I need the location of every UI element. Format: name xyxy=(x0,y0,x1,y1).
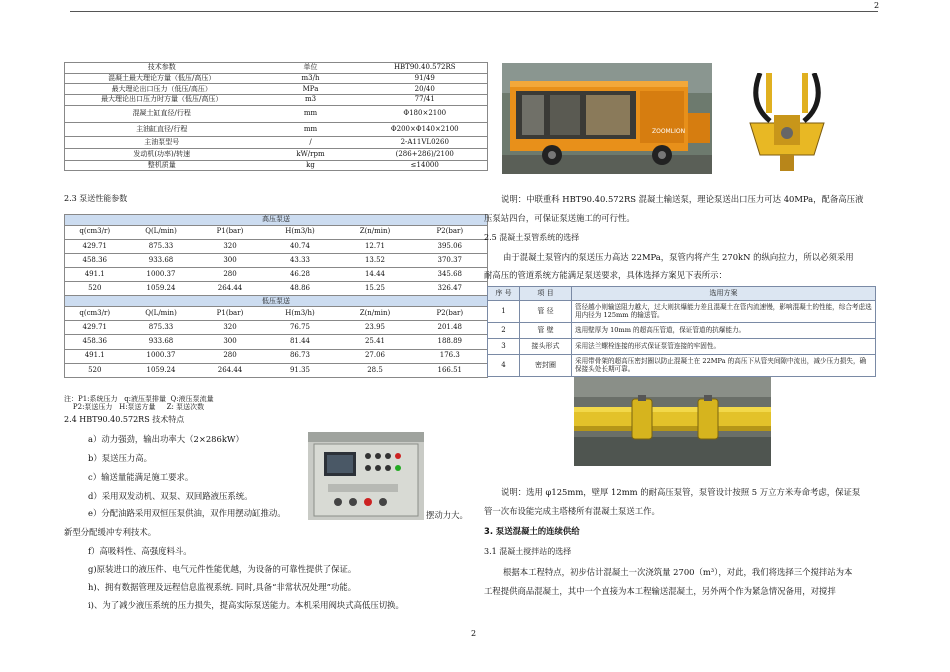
table-cell: 发动机(功率)/转速 xyxy=(65,148,259,160)
table-cell: 最大理论出口压力时方量（低压/高压） xyxy=(65,95,259,106)
table-cell: 最大理论出口压力（低压/高压） xyxy=(65,84,259,95)
pipe-photo xyxy=(574,377,771,466)
table-cell: 345.68 xyxy=(413,268,488,282)
table-cell: 25.41 xyxy=(338,335,413,349)
table-cell: Q(L/min) xyxy=(125,306,198,320)
section-heading-3: 3. 泵送混凝土的连续供给 xyxy=(484,526,580,536)
table-cell: 管径越小则输送阻力越大，过大则抗爆能力差且混凝土在管内流速慢，影响混凝土的性能，综合考虑选用内径为 125mm 的输送管。 xyxy=(572,301,876,323)
table-cell: Φ180×2100 xyxy=(363,105,488,122)
table-cell: P1(bar) xyxy=(198,306,263,320)
table-cell: 选用方案 xyxy=(572,287,876,301)
note-line: 注：P1:系统压力 q:液压泵排量 Q:液压泵流量 xyxy=(64,395,214,403)
table-cell: 429.71 xyxy=(65,239,125,253)
table-row xyxy=(488,339,876,355)
table-cell: 81.44 xyxy=(263,335,338,349)
table-cell: mm xyxy=(259,105,363,122)
table-row xyxy=(65,95,488,106)
table-cell: 458.36 xyxy=(65,335,125,349)
hydraulic-cylinder-photo xyxy=(740,73,834,171)
table-cell: 300 xyxy=(198,335,263,349)
paragraph-3-1: 根据本工程特点，初步估计混凝土一次浇筑量 2700（m³），对此，我们将选择三个搅拌站为本 xyxy=(503,567,853,577)
table-cell: 28.5 xyxy=(338,363,413,377)
table-row xyxy=(65,335,488,349)
high-pressure-title-row xyxy=(65,215,488,226)
section-heading-2-3: 2.3 泵送性能参数 xyxy=(64,194,128,203)
table-cell: 933.68 xyxy=(125,335,198,349)
feature-e-continued: 新型分配缓冲专利技术。 xyxy=(64,527,157,537)
table-cell: Q(L/min) xyxy=(125,225,198,239)
section-heading-2-5: 2.5 混凝土泵管系统的选择 xyxy=(484,233,580,242)
table-cell: 280 xyxy=(198,268,263,282)
table-cell: 接头形式 xyxy=(520,339,572,355)
section-heading-2-4: 2.4 HBT90.40.572RS 技术特点 xyxy=(64,415,185,424)
table-cell: 395.06 xyxy=(413,239,488,253)
table-cell: 264.44 xyxy=(198,282,263,296)
table-cell: H(m3/h) xyxy=(263,306,338,320)
table-cell: 管 径 xyxy=(520,301,572,323)
table-cell: 2 xyxy=(488,323,520,339)
table-cell: 主油泵型号 xyxy=(65,136,259,148)
table-row xyxy=(65,282,488,296)
concrete-pump-image xyxy=(502,63,712,174)
table-row xyxy=(65,84,488,95)
table-row xyxy=(65,148,488,160)
table-cell: 264.44 xyxy=(198,363,263,377)
feature-a: a）动力强劲，输出功率大（2×286kW） xyxy=(88,434,244,444)
table-cell: 875.33 xyxy=(125,321,198,335)
table-row xyxy=(65,122,488,136)
table-cell: 77/41 xyxy=(363,95,488,106)
table-cell: 2-A11VL0260 xyxy=(363,136,488,148)
table-notes xyxy=(64,395,214,411)
header-rule xyxy=(70,11,878,12)
table-cell: 1059.24 xyxy=(125,282,198,296)
pipe-image xyxy=(574,377,771,466)
low-pressure-title: 低压泵送 xyxy=(65,296,488,307)
table-row xyxy=(65,321,488,335)
table-cell: m3 xyxy=(259,95,363,106)
table-cell: m3/h xyxy=(259,73,363,84)
table-cell: 混凝土最大理论方量（低压/高压） xyxy=(65,73,259,84)
paragraph-3-1-cont: 工程提供商品混凝土，其中一个直接为本工程输送混凝土，另外两个作为紧急情况备用，对搅拌 xyxy=(484,586,836,596)
table-cell: 选用壁厚为 10mm 的超高压管道，保证管道的抗爆能力。 xyxy=(572,323,876,339)
table-cell: q(cm3/r) xyxy=(65,306,125,320)
table-cell: 混凝土缸直径/行程 xyxy=(65,105,259,122)
table-cell: kg xyxy=(259,160,363,171)
table-row xyxy=(65,160,488,171)
table-cell: 320 xyxy=(198,239,263,253)
table-cell: 3 xyxy=(488,339,520,355)
table-cell: 单位 xyxy=(259,63,363,74)
table-row xyxy=(65,349,488,363)
table-cell: 520 xyxy=(65,363,125,377)
table-header-row xyxy=(65,225,488,239)
table-row xyxy=(488,355,876,377)
table-cell: P2(bar) xyxy=(413,225,488,239)
paragraph-2-5: 由于混凝土泵管内的泵送压力高达 22MPa，泵管内将产生 270kN 的纵向拉力，所以必须采用 xyxy=(503,252,854,262)
table-cell: ≤14000 xyxy=(363,160,488,171)
table-header-row xyxy=(65,306,488,320)
table-cell: 4 xyxy=(488,355,520,377)
technical-params-table xyxy=(64,62,488,171)
table-cell: 40.74 xyxy=(263,239,338,253)
feature-e: e）分配油路采用双恒压泵供油，双作用摆动缸推动。 xyxy=(88,508,286,518)
table-cell: 密封圈 xyxy=(520,355,572,377)
table-cell: Z(n/min) xyxy=(338,225,413,239)
table-cell: 15.25 xyxy=(338,282,413,296)
feature-f: f）高吸料性、高强度料斗。 xyxy=(88,546,192,556)
hydraulic-cylinder-image xyxy=(740,73,834,171)
high-pressure-title: 高压泵送 xyxy=(65,215,488,226)
table-cell: 13.52 xyxy=(338,253,413,267)
header-page-number: 2 xyxy=(874,1,880,10)
table-cell: P2(bar) xyxy=(413,306,488,320)
table-cell: 280 xyxy=(198,349,263,363)
table-cell: 300 xyxy=(198,253,263,267)
table-cell: mm xyxy=(259,122,363,136)
feature-h: h)、拥有数据管理及远程信息监视系统. 同时,具备“非常状况处理”功能。 xyxy=(88,582,357,592)
table-cell: 序 号 xyxy=(488,287,520,301)
caption-pump: 说明：中联重科 HBT90.40.572RS 混凝土输送泵，理论泵送出口压力可达 40MPa，配备高压液 xyxy=(501,194,864,204)
table-cell: 326.47 xyxy=(413,282,488,296)
table-cell: 整机质量 xyxy=(65,160,259,171)
table-row xyxy=(488,323,876,339)
table-cell: 429.71 xyxy=(65,321,125,335)
machine-brand-label: ZOOMLION xyxy=(652,128,686,135)
table-cell: 1059.24 xyxy=(125,363,198,377)
table-row xyxy=(488,301,876,323)
feature-g: g)原装进口的液压件、电气元件性能优越，为设备的可靠性提供了保证。 xyxy=(88,564,357,574)
table-row xyxy=(65,268,488,282)
table-cell: 458.36 xyxy=(65,253,125,267)
table-row xyxy=(65,253,488,267)
table-cell: 320 xyxy=(198,321,263,335)
table-row xyxy=(65,136,488,148)
table-cell: P1(bar) xyxy=(198,225,263,239)
footer-page-number: 2 xyxy=(471,629,477,638)
table-row xyxy=(65,363,488,377)
table-cell: 采用带骨架的超高压密封圈以防止混凝土在 22MPa 的高压下从管夹间隙中流出，减少压力损失，确保接头处长期可靠。 xyxy=(572,355,876,377)
feature-c: c）输送量能满足施工要求。 xyxy=(88,472,194,482)
table-cell: 采用法兰螺栓连接的形式保证泵管连接的牢固性。 xyxy=(572,339,876,355)
pump-performance-table xyxy=(64,214,488,378)
table-cell: MPa xyxy=(259,84,363,95)
table-cell: 875.33 xyxy=(125,239,198,253)
table-cell: 370.37 xyxy=(413,253,488,267)
table-cell: 43.33 xyxy=(263,253,338,267)
table-cell: Z(n/min) xyxy=(338,306,413,320)
table-cell: (286+286)/2100 xyxy=(363,148,488,160)
table-cell: 27.06 xyxy=(338,349,413,363)
table-cell: 91/49 xyxy=(363,73,488,84)
feature-d: d）采用双发动机、双泵、双回路液压系统。 xyxy=(88,491,253,501)
feature-b: b）泵送压力高。 xyxy=(88,453,152,463)
section-heading-3-1: 3.1 混凝土搅拌站的选择 xyxy=(484,547,572,556)
table-cell: 项 目 xyxy=(520,287,572,301)
table-cell: 1000.37 xyxy=(125,349,198,363)
paragraph-2-5-cont: 耐高压的管道系统方能满足泵送要求，具体选择方案见下表所示： xyxy=(484,270,727,280)
table-cell: 主油缸直径/行程 xyxy=(65,122,259,136)
table-row xyxy=(65,239,488,253)
table-cell: 76.75 xyxy=(263,321,338,335)
table-cell: 166.51 xyxy=(413,363,488,377)
table-cell: 技术参数 xyxy=(65,63,259,74)
feature-i: i)、为了减少液压系统的压力损失，提高实际泵送能力。本机采用阀块式高低压切换。 xyxy=(88,600,404,610)
control-panel-image xyxy=(308,432,424,520)
table-header-row xyxy=(488,287,876,301)
caption-pipe-cont: 管一次布设能完成主塔楼所有混凝土泵送工作。 xyxy=(484,506,660,516)
table-row xyxy=(65,105,488,122)
table-cell: 520 xyxy=(65,282,125,296)
table-cell: 20/40 xyxy=(363,84,488,95)
table-cell: Φ200×Φ140×2100 xyxy=(363,122,488,136)
table-cell: kW/rpm xyxy=(259,148,363,160)
table-cell: 1000.37 xyxy=(125,268,198,282)
table-row xyxy=(65,73,488,84)
low-pressure-title-row xyxy=(65,296,488,307)
table-header-row xyxy=(65,63,488,74)
table-cell: 491.1 xyxy=(65,349,125,363)
table-cell: 12.71 xyxy=(338,239,413,253)
table-cell: 14.44 xyxy=(338,268,413,282)
table-cell: 176.3 xyxy=(413,349,488,363)
table-cell: 23.95 xyxy=(338,321,413,335)
table-cell: H(m3/h) xyxy=(263,225,338,239)
table-cell: 201.48 xyxy=(413,321,488,335)
table-cell: 48.86 xyxy=(263,282,338,296)
table-cell: 188.89 xyxy=(413,335,488,349)
table-cell: 46.28 xyxy=(263,268,338,282)
table-cell: 91.35 xyxy=(263,363,338,377)
table-cell: 1 xyxy=(488,301,520,323)
feature-e-tail: 摆动力大。 xyxy=(426,510,468,520)
table-cell: 86.73 xyxy=(263,349,338,363)
table-cell: HBT90.40.572RS xyxy=(363,63,488,74)
pipe-selection-table xyxy=(487,286,876,377)
control-panel-photo xyxy=(308,432,424,520)
table-cell: 933.68 xyxy=(125,253,198,267)
table-cell: 491.1 xyxy=(65,268,125,282)
table-cell: / xyxy=(259,136,363,148)
caption-pipe: 说明：选用 φ125mm，壁厚 12mm 的耐高压泵管，泵管设计按照 5 万立方米寿命考虑，保证泵 xyxy=(501,487,861,497)
concrete-pump-photo xyxy=(502,63,712,174)
note-line: P2:泵送压力 H:泵送方量 Z: 泵送次数 xyxy=(64,403,205,411)
caption-pump-cont: 压泵站四台，可保证泵送施工的可行性。 xyxy=(484,213,635,223)
table-cell: 管 壁 xyxy=(520,323,572,339)
table-cell: q(cm3/r) xyxy=(65,225,125,239)
